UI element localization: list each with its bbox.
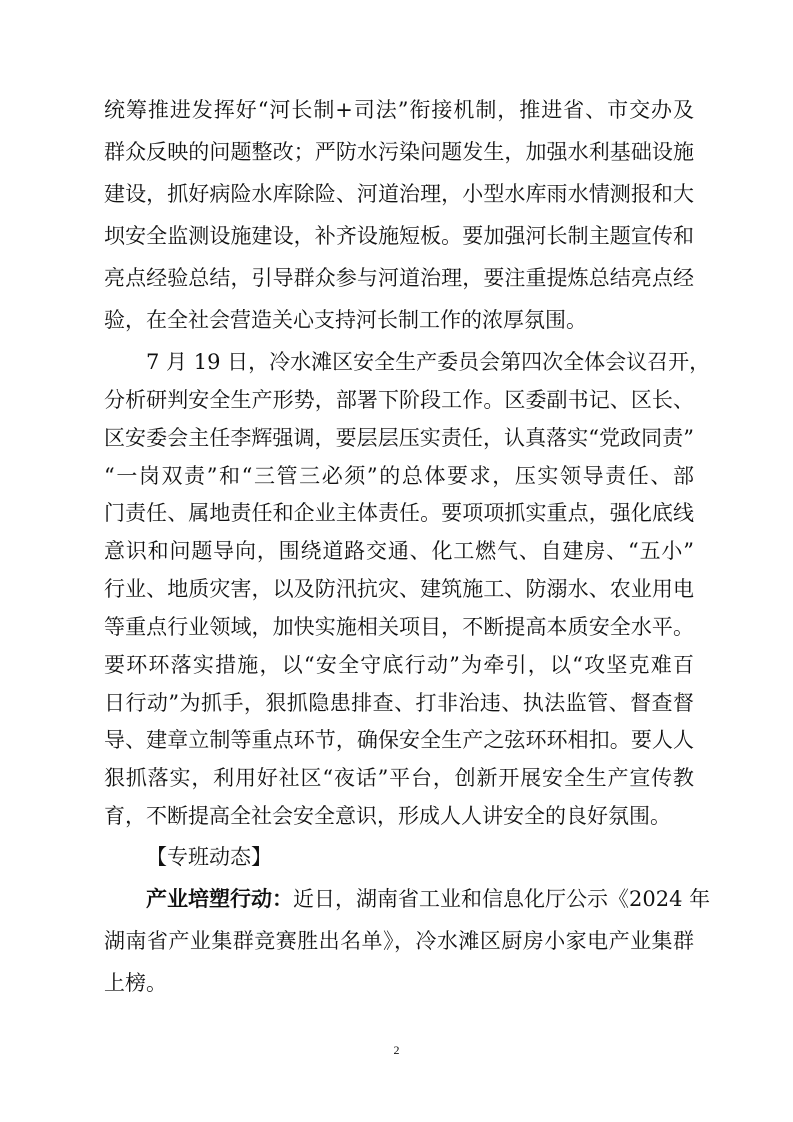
paragraph-1-line-6: 验，在全社会营造关心支持河长制工作的浓厚氛围。: [104, 308, 587, 332]
paragraph-1-line-3: 建设，抓好病险水库除险、河道治理，小型水库雨水情测报和大: [104, 182, 694, 206]
section-lead-bold: 产业培塑行动：: [146, 886, 293, 911]
paragraph-2-line-5: 门责任、属地责任和企业主体责任。要项项抓实重点，强化底线: [104, 501, 694, 525]
section-lead-rest: 近日，湖南省工业和信息化厅公示《2024 年: [293, 887, 711, 911]
section-paragraph-line-3: 上榜。: [104, 971, 167, 995]
paragraph-2-line-6: 意识和问题导向，围绕道路交通、化工燃气、自建房、“五小”: [104, 539, 694, 563]
paragraph-2-line-12-visible: [104, 758, 694, 798]
paragraph-2-line-3: 区安委会主任李辉强调，要层层压实责任，认真落实“党政同责”: [104, 426, 694, 450]
paragraph-2-line-2: 分析研判安全生产形势，部署下阶段工作。区委副书记、区长、: [104, 388, 694, 412]
section-heading: 【专班动态】: [146, 845, 272, 869]
section-paragraph-line-2: 湖南省产业集群竞赛胜出名单》，冷水滩区厨房小家电产业集群: [104, 929, 694, 953]
paragraph-2-line-9: 要环环落实措施，以“安全守底行动”为牵引，以“攻坚克难百: [104, 653, 694, 677]
section-paragraph-line-1: [146, 879, 711, 919]
paragraph-2-line-1: 7 月 19 日，冷水滩区安全生产委员会第四次全体会议召开，: [146, 350, 711, 374]
paragraph-2-line-7: 行业、地质灾害，以及防汛抗灾、建筑施工、防溺水、农业用电: [104, 577, 694, 601]
paragraph-2-line-13: 育，不断提高全社会安全意识，形成人人讲安全的良好氛围。: [104, 804, 671, 828]
paragraph-1-line-5: 亮点经验总结，引导群众参与河道治理，要注重提炼总结亮点经: [104, 266, 694, 290]
paragraph-1-line-4: 坝安全监测设施建设，补齐设施短板。要加强河长制主题宣传和: [104, 224, 694, 248]
paragraph-1-line-1: 统筹推进发挥好“河长制+司法”衔接机制，推进省、市交办及: [104, 98, 694, 122]
paragraph-2-line-10: 日行动”为抓手，狠抓隐患排查、打非治违、执法监管、督查督: [104, 691, 694, 715]
paragraph-1-line-2: 群众反映的问题整改；严防水污染问题发生，加强水利基础设施: [104, 140, 694, 164]
page-number: 2: [393, 1043, 400, 1057]
paragraph-2-line-4: “一岗双责”和“三管三必须”的总体要求，压实领导责任、部: [104, 464, 694, 488]
paragraph-2-line-11: 导、建章立制等重点环节，确保安全生产之弦环环相扣。要人人: [104, 728, 694, 752]
paragraph-2-line-12-text: 狠抓落实，利用好社区“夜话”平台，创新开展安全生产宣传教: [104, 766, 694, 790]
paragraph-2-line-8: 等重点行业领域，加快实施相关项目，不断提高本质安全水平。: [104, 615, 694, 639]
